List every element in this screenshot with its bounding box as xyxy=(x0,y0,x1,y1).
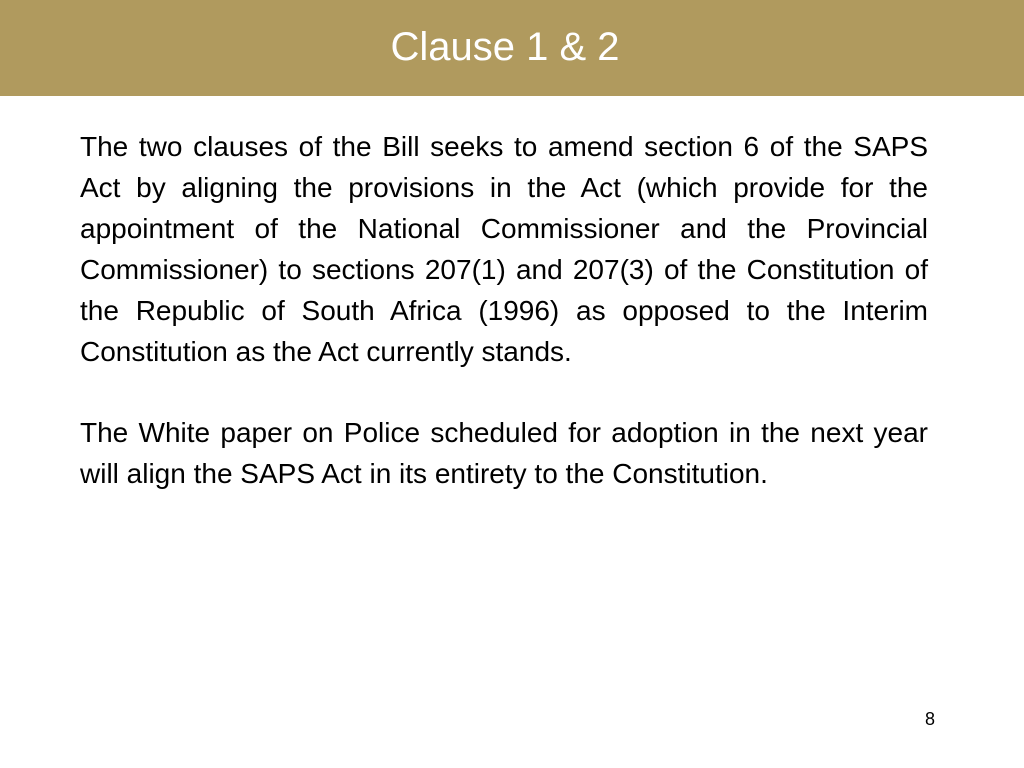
body-paragraph-2: The White paper on Police scheduled for adoption in the next year will align the SAPS Act in its entirety to the Constitution. xyxy=(80,417,928,489)
slide-body xyxy=(80,126,928,494)
slide-title: Clause 1 & 2 xyxy=(390,25,620,69)
title-bar xyxy=(0,0,1024,96)
body-paragraph-1: The two clauses of the Bill seeks to amend section 6 of the SAPS Act by aligning the provisions in the Act (which provide for the appointment of the National Commissioner and the Provincial Commissioner) to sections 207(1) and 207(3) of the Constitution of the Republic of South Africa (1996) as opposed to the Interim Constitution as the Act currently stands. xyxy=(80,131,928,367)
page-number: 8 xyxy=(924,709,935,729)
